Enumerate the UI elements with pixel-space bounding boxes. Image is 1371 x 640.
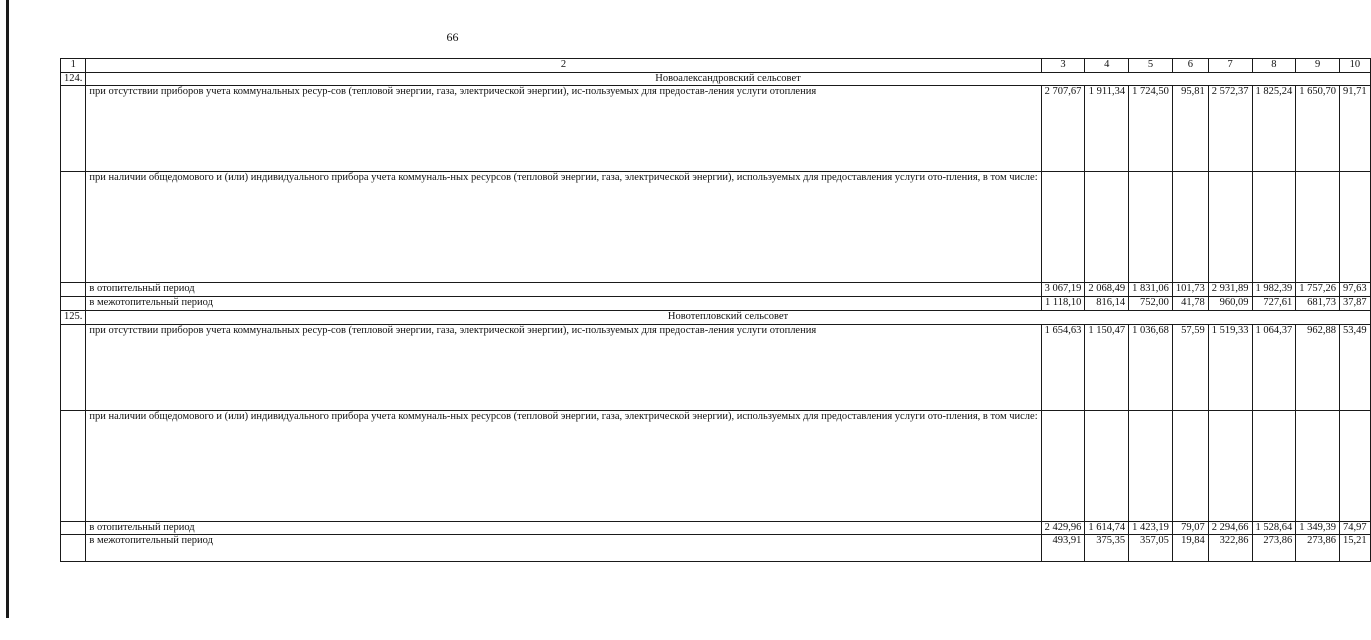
value-cell: 681,73 <box>1296 297 1340 311</box>
section-number: 125. <box>61 310 86 324</box>
header-cell: 10 <box>1340 59 1371 73</box>
value-cell: 41,78 <box>1172 297 1208 311</box>
empty-cell <box>1172 172 1208 283</box>
empty-cell <box>1296 172 1340 283</box>
header-cell: 7 <box>1208 59 1252 73</box>
value-cell: 1 528,64 <box>1252 521 1296 535</box>
section-header-row <box>61 310 1371 324</box>
header-cell: 5 <box>1129 59 1173 73</box>
empty-cell <box>61 324 86 410</box>
value-cell: 19,84 <box>1172 535 1208 562</box>
table-row <box>61 521 1371 535</box>
header-cell: 4 <box>1085 59 1129 73</box>
value-cell: 375,35 <box>1085 535 1129 562</box>
header-cell: 8 <box>1252 59 1296 73</box>
empty-cell <box>1085 410 1129 521</box>
row-label: при отсутствии приборов учета коммунальных ресур-сов (тепловой энергии, газа, электрической энергии), ис-пользуемых для предостав-ления услуги отопления <box>86 86 1041 172</box>
empty-cell <box>61 172 86 283</box>
row-label: в отопительный период <box>86 521 1041 535</box>
value-cell: 37,87 <box>1340 297 1371 311</box>
value-cell: 2 931,89 <box>1208 283 1252 297</box>
header-cell: 2 <box>86 59 1041 73</box>
binding-edge <box>0 0 14 640</box>
section-number: 124. <box>61 72 86 86</box>
value-cell: 962,88 <box>1296 324 1340 410</box>
value-cell: 95,81 <box>1172 86 1208 172</box>
empty-cell <box>1208 172 1252 283</box>
empty-cell <box>61 535 86 562</box>
page-number: 66 <box>446 30 459 44</box>
row-label: при отсутствии приборов учета коммунальных ресур-сов (тепловой энергии, газа, электрической энергии), ис-пользуемых для предостав-ления услуги отопления <box>86 324 1041 410</box>
empty-cell <box>1172 410 1208 521</box>
empty-cell <box>1129 410 1173 521</box>
header-cell: 6 <box>1172 59 1208 73</box>
section-name: Новоалександровский сельсовет <box>86 72 1370 86</box>
value-cell: 91,71 <box>1340 86 1371 172</box>
value-cell: 101,73 <box>1172 283 1208 297</box>
empty-cell <box>61 521 86 535</box>
value-cell: 79,07 <box>1172 521 1208 535</box>
empty-cell <box>1296 410 1340 521</box>
section-header-row <box>61 72 1371 86</box>
table-row <box>61 297 1371 311</box>
value-cell: 2 429,96 <box>1041 521 1085 535</box>
value-cell: 1 982,39 <box>1252 283 1296 297</box>
empty-cell <box>1085 172 1129 283</box>
binding-line <box>6 0 9 618</box>
empty-cell <box>1340 172 1371 283</box>
value-cell: 1 831,06 <box>1129 283 1173 297</box>
value-cell: 357,05 <box>1129 535 1173 562</box>
header-row <box>61 59 1371 73</box>
value-cell: 1 064,37 <box>1252 324 1296 410</box>
value-cell: 1 757,26 <box>1296 283 1340 297</box>
value-cell: 1 118,10 <box>1041 297 1085 311</box>
section-name: Новотепловский сельсовет <box>86 310 1370 324</box>
row-label: при наличии общедомового и (или) индивидуального прибора учета коммуналь-ных ресурсов (тепловой энергии, газа, электрической энергии), используемых для предоставления услуги ото-пления, в том числе: <box>86 410 1041 521</box>
empty-cell <box>1041 172 1085 283</box>
table-row <box>61 283 1371 297</box>
row-label: в межотопительный период <box>86 535 1041 562</box>
value-cell: 1 825,24 <box>1252 86 1296 172</box>
value-cell: 273,86 <box>1252 535 1296 562</box>
value-cell: 1 724,50 <box>1129 86 1173 172</box>
value-cell: 74,97 <box>1340 521 1371 535</box>
empty-cell <box>61 283 86 297</box>
value-cell: 322,86 <box>1208 535 1252 562</box>
value-cell: 816,14 <box>1085 297 1129 311</box>
row-label: в отопительный период <box>86 283 1041 297</box>
header-cell: 9 <box>1296 59 1340 73</box>
value-cell: 3 067,19 <box>1041 283 1085 297</box>
empty-cell <box>1208 410 1252 521</box>
value-cell: 2 572,37 <box>1208 86 1252 172</box>
value-cell: 727,61 <box>1252 297 1296 311</box>
empty-cell <box>1041 410 1085 521</box>
empty-cell <box>1340 410 1371 521</box>
empty-cell <box>1252 410 1296 521</box>
header-cell: 3 <box>1041 59 1085 73</box>
value-cell: 752,00 <box>1129 297 1173 311</box>
header-cell: 1 <box>61 59 86 73</box>
value-cell: 1 036,68 <box>1129 324 1173 410</box>
empty-cell <box>1129 172 1173 283</box>
empty-cell <box>61 297 86 311</box>
value-cell: 2 294,66 <box>1208 521 1252 535</box>
row-label: в межотопительный период <box>86 297 1041 311</box>
tariff-table <box>60 58 1371 562</box>
value-cell: 1 519,33 <box>1208 324 1252 410</box>
value-cell: 2 707,67 <box>1041 86 1085 172</box>
table-row <box>61 86 1371 172</box>
value-cell: 1 349,39 <box>1296 521 1340 535</box>
table-row <box>61 172 1371 283</box>
value-cell: 1 654,63 <box>1041 324 1085 410</box>
value-cell: 1 911,34 <box>1085 86 1129 172</box>
value-cell: 1 150,47 <box>1085 324 1129 410</box>
empty-cell <box>1252 172 1296 283</box>
value-cell: 53,49 <box>1340 324 1371 410</box>
value-cell: 1 614,74 <box>1085 521 1129 535</box>
value-cell: 2 068,49 <box>1085 283 1129 297</box>
table-row <box>61 410 1371 521</box>
table-row <box>61 324 1371 410</box>
value-cell: 273,86 <box>1296 535 1340 562</box>
row-label: при наличии общедомового и (или) индивидуального прибора учета коммуналь-ных ресурсов (тепловой энергии, газа, электрической энергии), используемых для предоставления услуги ото-пления, в том числе: <box>86 172 1041 283</box>
empty-cell <box>61 86 86 172</box>
value-cell: 1 423,19 <box>1129 521 1173 535</box>
value-cell: 97,63 <box>1340 283 1371 297</box>
value-cell: 493,91 <box>1041 535 1085 562</box>
value-cell: 1 650,70 <box>1296 86 1340 172</box>
empty-cell <box>61 410 86 521</box>
value-cell: 960,09 <box>1208 297 1252 311</box>
value-cell: 57,59 <box>1172 324 1208 410</box>
table-row <box>61 535 1371 562</box>
value-cell: 15,21 <box>1340 535 1371 562</box>
